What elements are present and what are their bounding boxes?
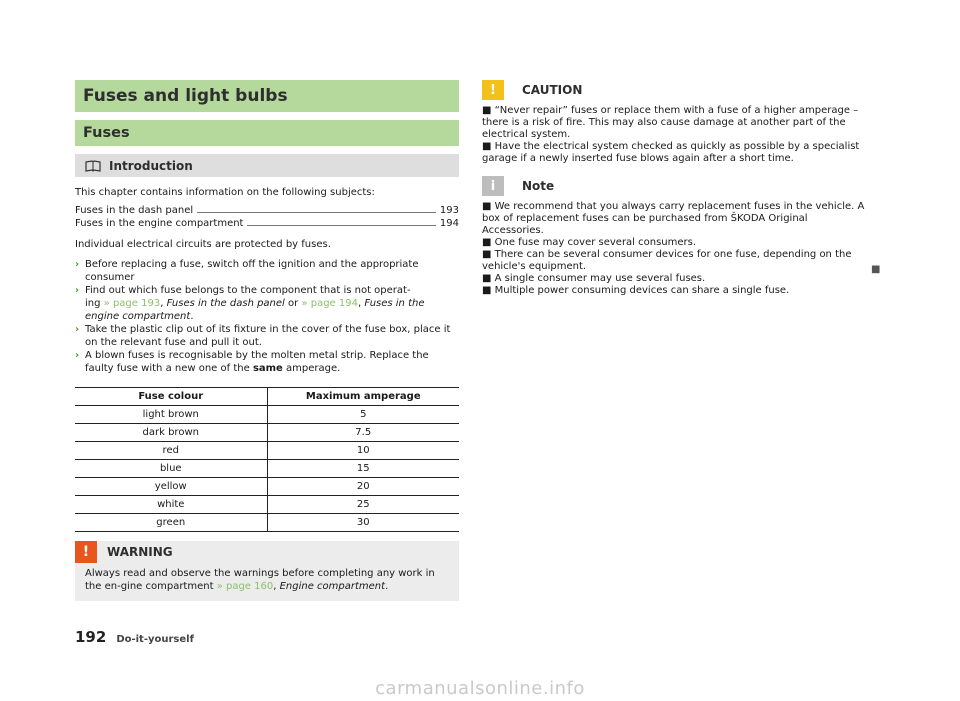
warning-text	[75, 563, 459, 597]
fuse-colour: green	[75, 514, 267, 532]
fuse-colour: blue	[75, 460, 267, 478]
footer-label: Do-it-yourself	[116, 634, 194, 645]
toc-leader	[247, 225, 435, 226]
step-item	[75, 323, 459, 349]
caution-header	[482, 80, 867, 100]
note-item: ■ Multiple power consuming devices can share a single fuse.	[482, 285, 790, 296]
step-text-part: amperage.	[282, 363, 341, 374]
column-header: Maximum amperage	[267, 388, 459, 406]
warning-text-part: Always read and observe the warnings before completing any work in the en-gine compartment	[85, 568, 435, 592]
table-row	[75, 478, 459, 496]
chapter-title: Fuses and light bulbs	[75, 80, 459, 112]
fuse-amperage: 25	[267, 496, 459, 514]
caution-title: CAUTION	[522, 83, 583, 97]
step-text	[85, 349, 459, 375]
page-link[interactable]: » page 160	[216, 581, 274, 592]
fuse-colour: red	[75, 442, 267, 460]
intro-heading: Introduction	[109, 158, 193, 173]
toc-label: Fuses in the engine compartment	[75, 218, 244, 229]
book-icon	[85, 160, 101, 172]
fuse-colour: white	[75, 496, 267, 514]
step-text-part: .	[190, 311, 194, 322]
fuse-table	[75, 387, 459, 532]
step-text-part: A blown fuses is recognisable by the molten metal strip. Replace the faulty fuse with a new one of the	[85, 350, 429, 374]
warning-text-part: .	[385, 581, 389, 592]
chevron-right-icon: ›	[75, 324, 80, 335]
warning-box	[75, 541, 459, 601]
warning-title: WARNING	[107, 545, 173, 559]
warning-header	[75, 541, 459, 563]
step-text	[85, 284, 459, 323]
chevron-right-icon: ›	[75, 285, 80, 296]
table-row	[75, 424, 459, 442]
step-text: Take the plastic clip out of its fixture in the cover of the fuse box, place it on the relevant fuse and pull it out.	[85, 324, 451, 348]
emphasis: same	[252, 363, 283, 374]
toc-row[interactable]	[75, 204, 459, 217]
fuse-amperage: 30	[267, 514, 459, 532]
note-list	[482, 201, 867, 297]
section-title: Fuses	[75, 120, 459, 146]
page-number: 192	[75, 628, 107, 646]
step-text-part: ,	[160, 298, 167, 309]
note-header	[482, 176, 867, 196]
note-item: ■ One fuse may cover several consumers.	[482, 237, 697, 248]
toc-row[interactable]	[75, 217, 459, 230]
watermark: carmanualsonline.info	[375, 678, 585, 699]
fuse-colour: yellow	[75, 478, 267, 496]
table-row	[75, 442, 459, 460]
left-column	[75, 80, 459, 601]
table-header-row	[75, 388, 459, 406]
intro-body: Individual electrical circuits are protected by fuses.	[75, 239, 331, 250]
fuse-amperage: 7.5	[267, 424, 459, 442]
warning-text-part: ,	[273, 581, 280, 592]
page-ref: Fuses in the dash panel	[166, 298, 285, 309]
note-item: ■ We recommend that you always carry replacement fuses in the vehicle. A box of replacement fuses can be purchased from ŠKODA Original Accessories.	[482, 201, 865, 236]
fuse-amperage: 5	[267, 406, 459, 424]
step-text: Before replacing a fuse, switch off the ignition and the appropriate consumer	[85, 259, 419, 283]
table-row	[75, 496, 459, 514]
chevron-right-icon: ›	[75, 350, 80, 361]
info-icon: i	[482, 176, 504, 196]
intro-heading-bar	[75, 154, 459, 177]
note-title: Note	[522, 179, 555, 193]
step-text-part: or	[284, 298, 302, 309]
caution-item: ■ “Never repair” fuses or replace them with a fuse of a higher amperage – there is a risk of fire. This may also cause damage at another part of the electrical system.	[482, 105, 859, 140]
fuse-colour: light brown	[75, 406, 267, 424]
right-column	[482, 80, 867, 297]
table-row	[75, 460, 459, 478]
table-row	[75, 514, 459, 532]
toc-label: Fuses in the dash panel	[75, 205, 194, 216]
warning-icon: !	[75, 541, 97, 563]
step-text-part: Find out which fuse belongs to the component that is not operat-	[85, 285, 411, 296]
column-header: Fuse colour	[75, 388, 267, 406]
fuse-colour: dark brown	[75, 424, 267, 442]
section-end-mark: ■	[871, 264, 881, 275]
page-link[interactable]: » page 194	[301, 298, 358, 309]
step-text-part: ing	[85, 298, 104, 309]
steps-list	[75, 258, 459, 375]
page-footer	[75, 628, 194, 646]
step-item	[75, 258, 459, 284]
fuse-amperage: 10	[267, 442, 459, 460]
toc-list	[75, 204, 459, 230]
step-item	[75, 349, 459, 375]
note-item: ■ A single consumer may use several fuses.	[482, 273, 706, 284]
table-row	[75, 406, 459, 424]
note-item: ■ There can be several consumer devices for one fuse, depending on the vehicle's equipment.	[482, 249, 852, 272]
caution-icon: !	[482, 80, 504, 100]
fuse-amperage: 15	[267, 460, 459, 478]
chevron-right-icon: ›	[75, 259, 80, 270]
page-ref: Fuses in the engine compartment	[85, 298, 425, 322]
caution-item: ■ Have the electrical system checked as quickly as possible by a specialist garage if a newly inserted fuse blows again after a short time.	[482, 141, 860, 164]
page-link[interactable]: » page 193	[103, 298, 161, 309]
intro-lead: This chapter contains information on the following subjects:	[75, 187, 375, 198]
toc-page: 193	[439, 205, 459, 216]
step-text-part: ,	[357, 298, 365, 309]
page-ref: Engine compartment	[279, 581, 386, 592]
fuse-amperage: 20	[267, 478, 459, 496]
toc-page: 194	[439, 218, 459, 229]
step-item	[75, 284, 459, 323]
caution-list	[482, 105, 867, 165]
toc-leader	[197, 212, 436, 213]
